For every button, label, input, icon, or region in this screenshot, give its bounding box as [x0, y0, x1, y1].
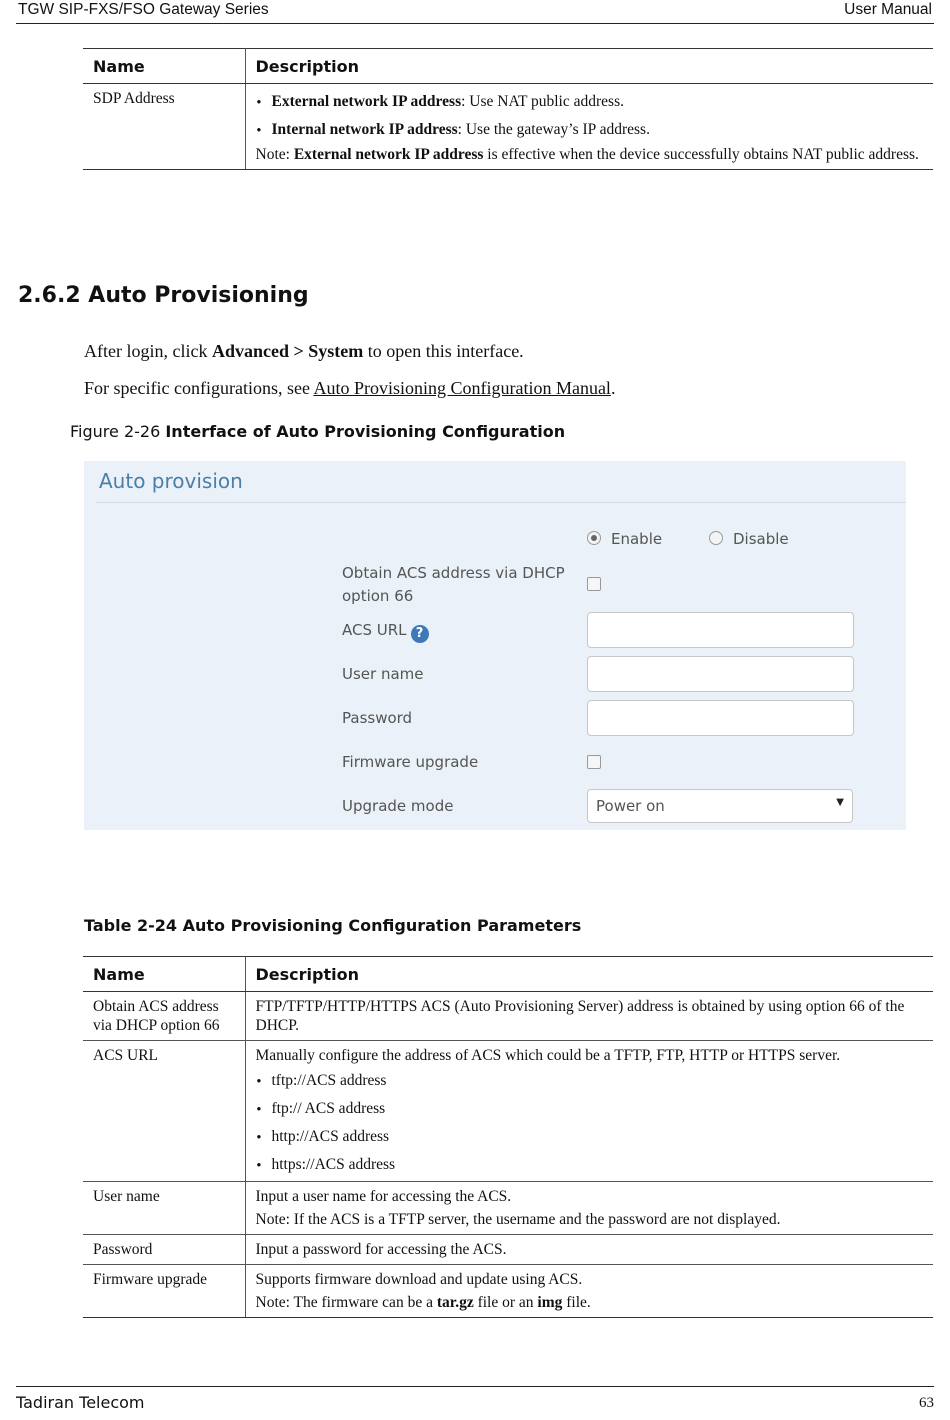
upgrade-mode-select[interactable]: [587, 789, 853, 823]
password-input[interactable]: [587, 700, 854, 736]
section-heading: 2.6.2 Auto Provisioning: [18, 283, 309, 308]
enable-label: Enable: [611, 530, 663, 548]
row-name: SDP Address: [83, 84, 245, 170]
list-item: ● tftp://ACS address: [256, 1071, 924, 1090]
row-note: Note: The firmware can be a tar.gz file or an img file.: [255, 1294, 591, 1311]
row-description: Supports firmware download and update using ACS. Note: The firmware can be a tar.gz file or an img file.: [245, 1265, 933, 1318]
firmware-upgrade-label: Firmware upgrade: [342, 753, 479, 771]
list-item: ● ftp:// ACS address: [256, 1099, 924, 1118]
panel-divider: [96, 502, 906, 503]
row-name: ACS URL: [83, 1041, 245, 1182]
row-description: Input a password for accessing the ACS.: [245, 1235, 933, 1265]
table-header-row: [83, 957, 933, 992]
table-row: [83, 992, 933, 1041]
list-item: ● External network IP address: Use NAT public address.: [256, 92, 924, 111]
panel-title: Auto provision: [99, 469, 243, 493]
auto-provision-panel: [84, 461, 906, 830]
table-row: [83, 1182, 933, 1235]
table-header-row: [83, 49, 933, 84]
upgrade-mode-value: Power on: [596, 797, 665, 815]
list-item: ● Internal network IP address: Use the gateway’s IP address.: [256, 120, 924, 139]
upgrade-mode-label: Upgrade mode: [342, 797, 454, 815]
table-row: [83, 84, 933, 170]
column-header-description: Description: [245, 957, 933, 992]
row-note: Note: If the ACS is a TFTP server, the username and the password are not displayed.: [255, 1211, 781, 1228]
user-name-input[interactable]: [587, 656, 854, 692]
table-row: [83, 1235, 933, 1265]
list-item: ● http://ACS address: [256, 1127, 924, 1146]
row-description: Manually configure the address of ACS which could be a TFTP, FTP, HTTP or HTTPS server. ● tftp://ACS address ● ftp:// ACS address ● http://ACS address ● https://ACS address: [245, 1041, 933, 1182]
table-row: [83, 1265, 933, 1318]
auto-provisioning-parameters-table: [83, 956, 933, 1318]
config-manual-link[interactable]: Auto Provisioning Configuration Manual: [313, 378, 611, 398]
page-number: 63: [919, 1395, 934, 1411]
chevron-down-icon: ▼: [836, 797, 844, 808]
header-title: TGW SIP-FXS/FSO Gateway Series: [18, 1, 269, 18]
header-manual-label: User Manual: [844, 1, 932, 18]
firmware-upgrade-checkbox[interactable]: [587, 755, 601, 769]
table-caption: Table 2-24 Auto Provisioning Configuration Parameters: [84, 916, 582, 935]
help-icon[interactable]: ?: [411, 625, 429, 643]
sdp-address-table: [83, 48, 933, 170]
page-footer: [16, 1386, 934, 1412]
row-description: [245, 84, 933, 170]
page-header: [16, 0, 934, 24]
figure-caption: Figure 2-26 Interface of Auto Provisioning Configuration: [70, 422, 566, 441]
row-note: Note: External network IP address is effective when the device successfully obtains NAT public address.: [255, 146, 919, 163]
row-description: Input a user name for accessing the ACS. Note: If the ACS is a TFTP server, the username and the password are not displayed.: [245, 1182, 933, 1235]
disable-label: Disable: [733, 530, 789, 548]
intro-paragraph: After login, click Advanced > System to open this interface.: [84, 341, 524, 361]
table-row: [83, 1041, 933, 1182]
reference-paragraph: For specific configurations, see Auto Provisioning Configuration Manual.: [84, 378, 616, 398]
password-label: Password: [342, 709, 413, 727]
row-description: FTP/TFTP/HTTP/HTTPS ACS (Auto Provisioning Server) address is obtained by using option 66 of the DHCP.: [245, 992, 933, 1041]
column-header-description: Description: [245, 49, 933, 84]
obtain-acs-label: Obtain ACS address via DHCP option 66: [342, 564, 565, 605]
row-name: Obtain ACS address via DHCP option 66: [83, 992, 245, 1041]
row-name: User name: [83, 1182, 245, 1235]
user-name-label: User name: [342, 665, 424, 683]
obtain-acs-checkbox[interactable]: [587, 577, 601, 591]
disable-radio[interactable]: [709, 531, 723, 545]
column-header-name: Name: [83, 49, 245, 84]
enable-radio[interactable]: [587, 531, 601, 545]
row-name: Password: [83, 1235, 245, 1265]
list-item: ● https://ACS address: [256, 1155, 924, 1174]
acs-url-label: ACS URL ?: [342, 619, 429, 643]
acs-url-input[interactable]: [587, 612, 854, 648]
row-name: Firmware upgrade: [83, 1265, 245, 1318]
company-name: Tadiran Telecom: [16, 1393, 145, 1412]
column-header-name: Name: [83, 957, 245, 992]
